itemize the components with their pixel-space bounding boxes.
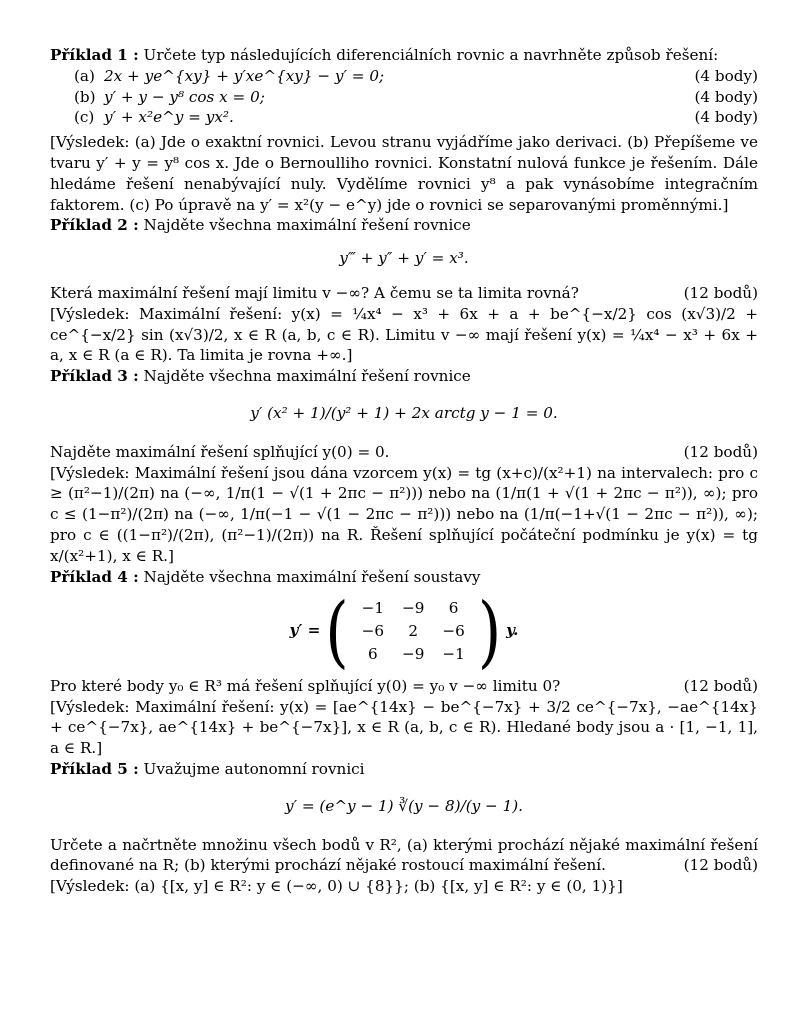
example-4-question: Pro které body y₀ ∈ R³ má řešení splňující y(0) = y₀ v −∞ limitu 0? bbox=[50, 676, 561, 695]
example-2-question: Která maximální řešení mají limitu v −∞? A čemu se ta limita rovná? bbox=[50, 283, 579, 302]
example-3-text: Najděte všechna maximální řešení rovnice bbox=[143, 367, 471, 386]
example-2-result: [Výsledek: Maximální řešení: y(x) = ¼x⁴ − x³ + 6x + a + be^{−x/2} cos (x√3)/2 + ce^{−x/2} sin (x√3)/2, x ∈ R (a, b, c ∈ R). Limitu v −∞ mají řešení y(x) = ¼x⁴ − x³ + 6x + a, x ∈ R (a ∈ R). Ta limita je rovna +∞.] bbox=[50, 304, 758, 365]
example-5-result: [Výsledek: (a) {[x, y] ∈ R²: y ∈ (−∞, 0) ∪ {8}}; (b) {[x, y] ∈ R²: y ∈ (0, 1)}] bbox=[50, 877, 623, 896]
matrix-cell: −6 bbox=[442, 622, 465, 641]
example-5-question: Určete a načrtněte množinu všech bodů v R², (a) kterými prochází nějaké maximální řešení definované na R; (b) kterými prochází nějaké rostoucí maximální řešení. bbox=[50, 835, 758, 875]
points: (4 body) bbox=[694, 87, 758, 106]
example-2-text: Najděte všechna maximální řešení rovnice bbox=[143, 216, 471, 235]
matrix-cell: −9 bbox=[402, 644, 425, 663]
example-2-heading: Příklad 2 : bbox=[50, 216, 139, 235]
matrix-cell: 2 bbox=[408, 622, 419, 641]
system-matrix: ( −1 −9 6 −6 2 −6 6 −9 −1 ) bbox=[325, 586, 502, 678]
example-3-equation: y′ (x² + 1)/(y² + 1) + 2x arctg y − 1 = 0. bbox=[250, 403, 558, 422]
matrix-cell: 6 bbox=[448, 599, 459, 618]
example-3-question: Najděte maximální řešení splňující y(0) = 0. bbox=[50, 442, 390, 461]
example-5-equation: y′ = (e^y − 1) ∛(y − 8)/(y − 1). bbox=[285, 796, 523, 815]
example-4-equation: y′ = ( −1 −9 6 −6 2 −6 6 −9 −1 ) y. bbox=[289, 586, 519, 678]
example-1-item-a: (a) 2x + ye^{xy} + y′xe^{xy} − y′ = 0; (4 body) bbox=[74, 66, 758, 85]
matrix-cell: 6 bbox=[368, 644, 378, 663]
example-1-heading: Příklad 1 : bbox=[50, 46, 139, 64]
example-3-heading: Příklad 3 : bbox=[50, 367, 139, 386]
example-1 bbox=[50, 45, 758, 215]
matrix-cell: −1 bbox=[361, 599, 385, 618]
example-4-heading: Příklad 4 : bbox=[50, 567, 139, 586]
document-page bbox=[50, 45, 758, 897]
points: (12 bodů) bbox=[683, 856, 758, 875]
example-1-item-b: (b) y′ + y − y⁸ cos x = 0; (4 body) bbox=[74, 87, 758, 106]
example-5-text: Uvažujme autonomní rovnici bbox=[143, 759, 365, 778]
example-2-equation: y‴ + y″ + y′ = x³. bbox=[339, 249, 469, 268]
points: (12 bodů) bbox=[683, 442, 758, 461]
example-4 bbox=[50, 567, 758, 759]
points: (4 body) bbox=[694, 66, 758, 85]
matrix-cell: −9 bbox=[402, 599, 425, 618]
points: (12 bodů) bbox=[683, 283, 758, 302]
points: (4 body) bbox=[694, 108, 758, 127]
example-1-result: [Výsledek: (a) Jde o exaktní rovnici. Levou stranu vyjádříme jako derivaci. (b) Přepíšeme ve tvaru y′ + y = y⁸ cos x. Jde o Bernoulliho rovnici. Konstatní nulová funkce je řešením. Dále hledáme řešení nenabývající nuly. Vydělíme rovnici y⁸ a pak vynásobíme integračním faktorem. (c) Po úpravě na y′ = x²(y − e^y) jde o rovnici se separovanými proměnnými.] bbox=[50, 133, 758, 214]
example-1-item-c: (c) y′ + x²e^y = yx². (4 body) bbox=[74, 108, 758, 127]
points: (12 bodů) bbox=[683, 676, 758, 695]
example-4-result: [Výsledek: Maximální řešení: y(x) = [ae^{14x} − be^{−7x} + 3/2 ce^{−7x}, −ae^{14x} + ce^{−7x}, ae^{14x} + be^{−7x}], x ∈ R (a, b, c ∈ R). Hledané body jsou a · [1, −1, 1], a ∈ R.] bbox=[50, 697, 758, 758]
example-2 bbox=[50, 215, 758, 366]
matrix-cell: −6 bbox=[361, 622, 385, 641]
example-1-text: Určete typ následujících diferenciálních rovnic a navrhněte způsob řešení: bbox=[143, 46, 719, 64]
example-3 bbox=[50, 366, 758, 566]
example-5 bbox=[50, 759, 758, 897]
example-4-text: Najděte všechna maximální řešení soustavy bbox=[143, 567, 481, 586]
matrix-cell: −1 bbox=[442, 644, 465, 663]
example-3-result: [Výsledek: Maximální řešení jsou dána vzorcem y(x) = tg (x+c)/(x²+1) na intervalech: pro c ≥ (π²−1)/(2π) na (−∞, 1/π(1 − √(1 + 2πc − π²))) nebo na (1/π(1 + √(1 + 2πc − π²)), ∞); pro c ≤ (1−π²)/(2π) na (−∞, 1/π(−1 − √(1 − 2πc − π²))) nebo na (1/π(−1+√(1 − 2πc − π²)), ∞); pro c ∈ ((1−π²)/(2π), (π²−1)/(2π)) na R. Řešení splňující počáteční podmínku je y(x) = tg x/(x²+1), x ∈ R.] bbox=[50, 463, 758, 565]
example-5-heading: Příklad 5 : bbox=[50, 759, 139, 778]
